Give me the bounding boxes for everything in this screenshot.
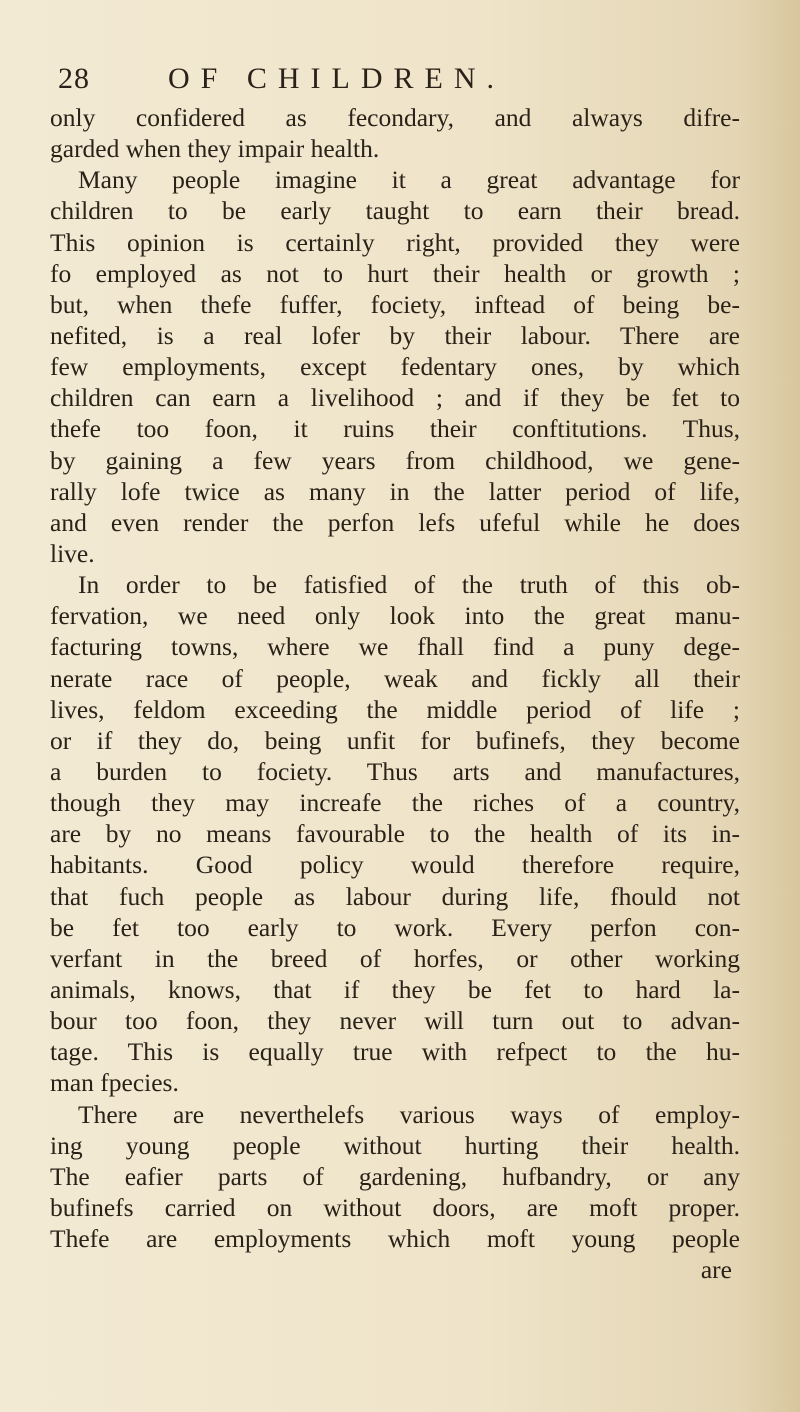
running-head: OF CHILDREN. (168, 62, 506, 95)
text-line: and even render the perfon lefs ufeful while he does (50, 507, 740, 537)
text-line: but, when thefe fuffer, fociety, inftead of being be- (50, 289, 740, 319)
text-line: thefe too foon, it ruins their conftitutions. Thus, (50, 414, 740, 444)
text-line: children to be early taught to earn their bread. (50, 196, 740, 226)
text-line: Thefe are employments which moft young people (50, 1224, 740, 1254)
text-line: a burden to fociety. Thus arts and manufactures, (50, 756, 740, 786)
text-line: fervation, we need only look into the great manu- (50, 601, 740, 631)
text-line: be fet too early to work. Every perfon con- (50, 912, 740, 942)
text-line: bufinefs carried on without doors, are moft proper. (50, 1192, 740, 1222)
text-line: The eafier parts of gardening, hufbandry, or any (50, 1161, 740, 1191)
catchword: are (700, 1255, 732, 1285)
text-line: rally lofe twice as many in the latter period of life, (50, 476, 740, 506)
text-line: There are neverthelefs various ways of employ- (78, 1099, 740, 1129)
text-line: verfant in the breed of horfes, or other working (50, 943, 740, 973)
text-line: are by no means favourable to the health of its in- (50, 819, 740, 849)
text-line: though they may increafe the riches of a country, (50, 788, 740, 818)
text-line: tage. This is equally true with refpect to the hu- (50, 1037, 740, 1067)
text-line: facturing towns, where we fhall find a puny dege- (50, 632, 740, 662)
text-line: or if they do, being unfit for bufinefs, they become (50, 725, 740, 755)
page-header (58, 62, 748, 102)
text-line: garded when they impair health. (50, 134, 380, 164)
text-line: animals, knows, that if they be fet to hard la- (50, 974, 740, 1004)
text-line: lives, feldom exceeding the middle period of life ; (50, 694, 740, 724)
text-line: nerate race of people, weak and fickly all their (50, 663, 740, 693)
page-number: 28 (58, 62, 90, 95)
text-line: that fuch people as labour during life, fhould not (50, 881, 740, 911)
text-line: few employments, except fedentary ones, by which (50, 352, 740, 382)
body-text (50, 102, 740, 1285)
text-line: by gaining a few years from childhood, we gene- (50, 445, 740, 475)
text-line: live. (50, 538, 95, 568)
text-line: fo employed as not to hurt their health or growth ; (50, 258, 740, 288)
text-line: ing young people without hurting their health. (50, 1130, 740, 1160)
text-line: Many people imagine it a great advantage for (78, 165, 740, 195)
text-line: man fpecies. (50, 1068, 179, 1098)
text-line: This opinion is certainly right, provided they were (50, 227, 740, 257)
text-line: nefited, is a real lofer by their labour. There are (50, 320, 740, 350)
text-line: In order to be fatisfied of the truth of this ob- (78, 570, 740, 600)
text-line: habitants. Good policy would therefore require, (50, 850, 740, 880)
text-line: children can earn a livelihood ; and if they be fet to (50, 383, 740, 413)
text-line: bour too foon, they never will turn out to advan- (50, 1006, 740, 1036)
text-line: only confidered as fecondary, and always difre- (50, 103, 740, 132)
